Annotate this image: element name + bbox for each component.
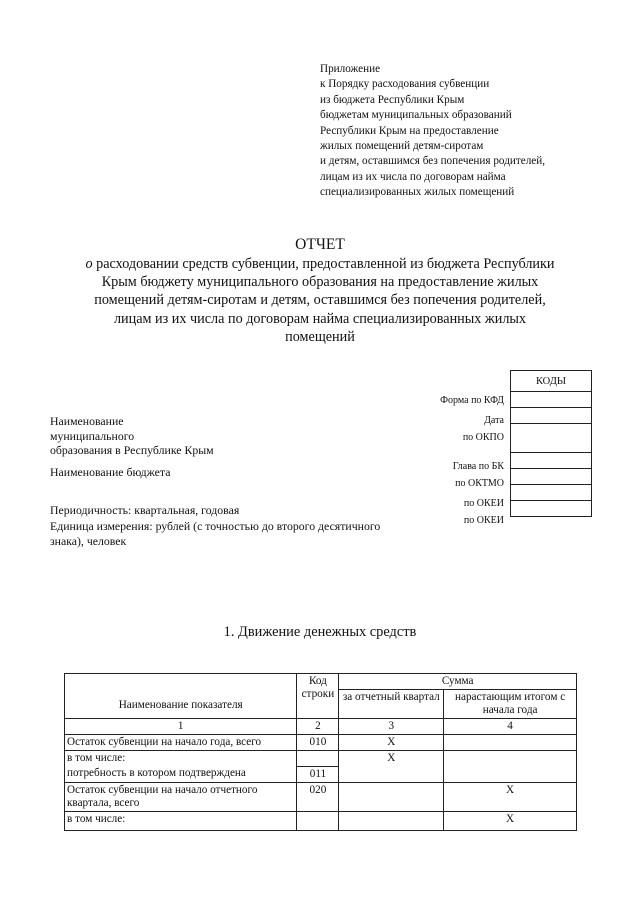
table-row: [65, 751, 577, 767]
code-label: по ОКТМО: [455, 478, 504, 489]
appendix-line: из бюджета Республики Крым: [320, 93, 465, 106]
subtitle-line: лицам из их числа по договорам найма специализированных жилых: [113, 310, 527, 327]
table-row: [65, 735, 577, 751]
row-cumulative[interactable]: [444, 735, 577, 751]
appendix-line: жилых помещений детям-сиротам: [320, 140, 484, 153]
cash-flow-table: [64, 673, 577, 831]
appendix-block: [320, 62, 620, 201]
row-code: [297, 751, 339, 767]
code-label: Глава по БК: [452, 461, 504, 472]
header-sum: Сумма: [339, 674, 577, 690]
codes-table: [510, 370, 592, 517]
row-name: Остаток субвенции на начало года, всего: [65, 735, 297, 751]
code-cell[interactable]: [511, 469, 592, 485]
code-label: по ОКЕИ: [463, 498, 504, 509]
code-label: по ОКЕИ: [463, 515, 504, 526]
row-name: в том числе:: [65, 751, 297, 767]
municipality-label-line: образования в Республике Крым: [50, 443, 214, 457]
municipality-label: [50, 414, 214, 458]
code-cell[interactable]: [511, 501, 592, 517]
header-period: за отчетный квартал: [339, 690, 444, 719]
row-period[interactable]: X: [339, 751, 444, 767]
subtitle-line: Крым бюджету муниципального образования на предоставление жилых: [101, 274, 539, 291]
subtitle-lead: о: [85, 256, 93, 272]
appendix-line: лицам из их числа по договорам найма: [320, 170, 506, 183]
codes-header: КОДЫ: [511, 371, 592, 392]
report-title: ОТЧЕТ: [295, 236, 345, 253]
row-cumulative[interactable]: X: [444, 782, 577, 811]
table-row: [65, 811, 577, 830]
col-number: 1: [65, 719, 297, 735]
row-period[interactable]: X: [339, 735, 444, 751]
header-name: Наименование показателя: [65, 674, 297, 719]
col-number: 3: [339, 719, 444, 735]
report-subtitle: [70, 255, 570, 346]
row-code: 020: [297, 782, 339, 811]
budget-label: Наименование бюджета: [50, 465, 171, 479]
municipality-label-line: Наименование: [50, 414, 124, 428]
row-name: Остаток субвенции на начало отчетного квартала, всего: [65, 782, 297, 811]
row-name: потребность в котором подтверждена: [65, 766, 297, 782]
col-number: 4: [444, 719, 577, 735]
row-code: 010: [297, 735, 339, 751]
appendix-line: и детям, оставшимся без попечения родителей,: [320, 155, 546, 168]
appendix-line: Республики Крым на предоставление: [320, 124, 499, 137]
municipality-label-line: муниципального: [50, 428, 135, 443]
subtitle-line: помещений детям-сиротам и детям, оставшимся без попечения родителей,: [94, 292, 546, 309]
unit-label: [50, 519, 380, 548]
row-code: 011: [297, 766, 339, 782]
appendix-line: Приложение: [320, 63, 381, 75]
row-cumulative[interactable]: [444, 766, 577, 782]
subtitle-line: расходовании средств субвенции, предоставленной из бюджета Республики: [92, 256, 555, 272]
header-cumulative: нарастающим итогом с начала года: [444, 690, 577, 719]
appendix-line: бюджетам муниципальных образований: [320, 109, 512, 122]
row-cumulative[interactable]: X: [444, 811, 577, 830]
row-code: [297, 811, 339, 830]
code-cell[interactable]: [511, 408, 592, 424]
code-cell[interactable]: [511, 485, 592, 501]
periodicity-label: Периодичность: квартальная, годовая: [50, 503, 240, 517]
row-period[interactable]: [339, 782, 444, 811]
appendix-line: к Порядку расходования субвенции: [320, 78, 490, 91]
section-title: 1. Движение денежных средств: [223, 624, 417, 640]
row-cumulative[interactable]: [444, 751, 577, 767]
row-name: в том числе:: [65, 811, 297, 830]
col-number: 2: [297, 719, 339, 735]
row-period[interactable]: [339, 811, 444, 830]
code-cell[interactable]: [511, 453, 592, 469]
table-row: [65, 766, 577, 782]
appendix-line: специализированных жилых помещений: [320, 186, 515, 199]
header-code: Код строки: [297, 674, 339, 719]
code-label: по ОКПО: [462, 432, 504, 443]
table-row: [65, 782, 577, 811]
row-period[interactable]: [339, 766, 444, 782]
unit-label-line: знака), человек: [50, 533, 127, 548]
code-label: Дата: [484, 415, 504, 426]
unit-label-line: Единица измерения: рублей (с точностью до второго десятичного: [50, 519, 381, 533]
code-label: Форма по КФД: [440, 395, 504, 406]
code-cell[interactable]: [511, 424, 592, 453]
code-cell[interactable]: [511, 392, 592, 408]
subtitle-line: помещений: [285, 328, 355, 345]
